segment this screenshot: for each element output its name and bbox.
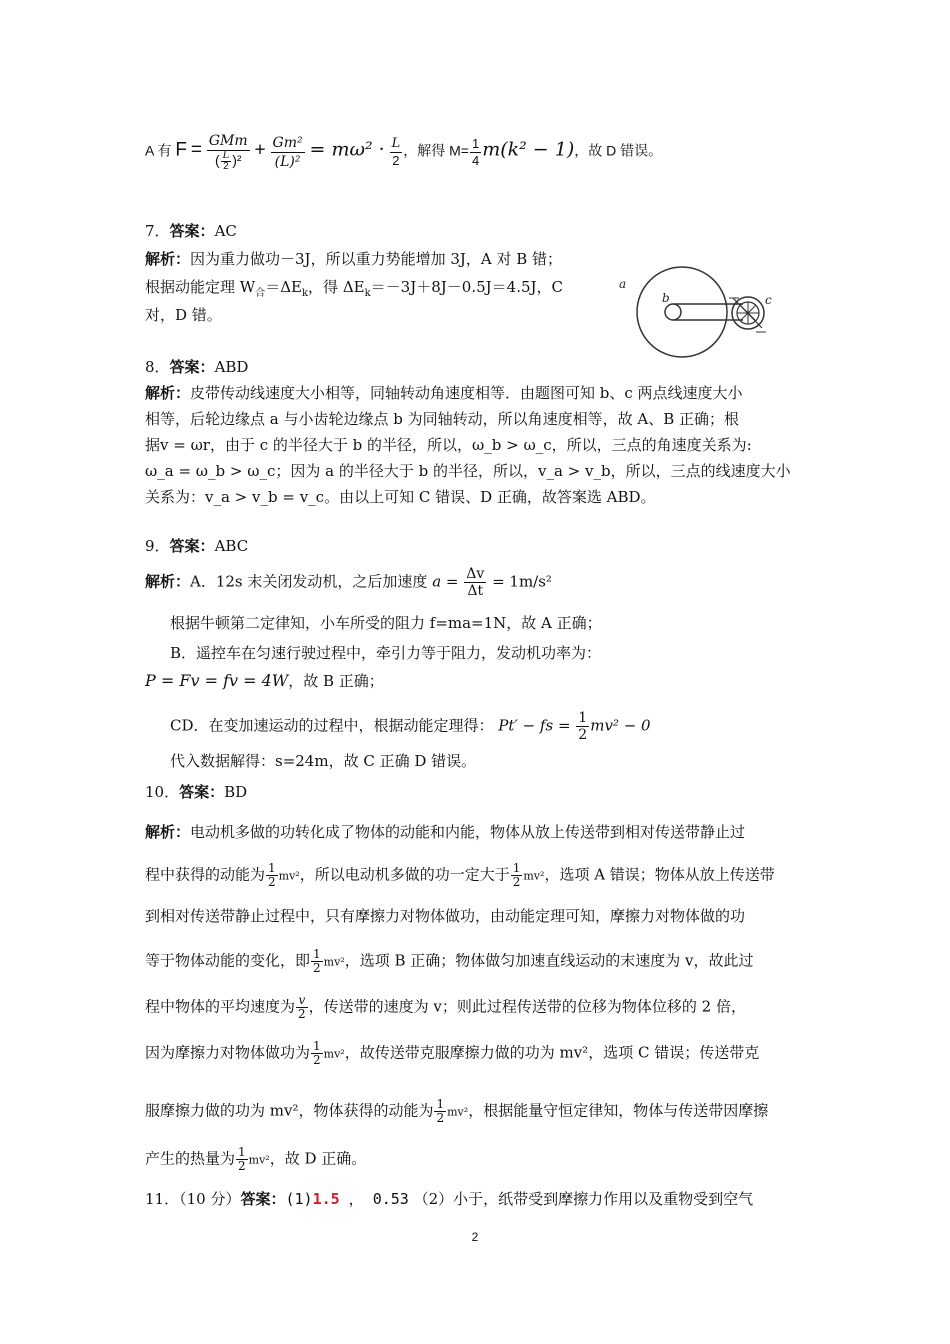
q8-analysis-5: 关系为：v_a > v_b = v_c。由以上可知 C 错误、D 正确，故答案选 ABD。 [145,488,656,506]
q9-analysis-2: 根据牛顿第二定律知，小车所受的阻力 f=ma=1N，故 A 正确； [170,614,602,632]
q9-analysis-4: P = Fv = fv = 4W，故 B 正确； [145,671,384,690]
label-b: b [662,291,670,305]
q9-analysis-6: 代入数据解得：s=24m，故 C 正确 D 错误。 [170,752,477,770]
q9-analysis-1: 解析：A．12s 末关闭发动机，之后加速度 a = $\frac{\Delta v}{\Delta t}$ = 1m/s² [145,566,552,599]
q8-analysis-3: 据v = ωr，由于 c 的半径大于 b 的半径，所以，ω_b > ω_c，所以，三点的角速度关系为: [145,436,752,454]
q8-analysis-4: ω_a = ω_b > ω_c；因为 a 的半径大于 b 的半径，所以，v_a > v_b，所以，三点的线速度大小 [145,462,791,480]
label-c: c [765,293,772,307]
label-a: a [619,277,627,291]
q9-analysis-5: CD．在变加速运动的过程中，根据动能定理得： Pt′ − fs = $\frac{1}{2}$ mv² − 0 [170,710,651,743]
page-number: 2 [471,1230,479,1244]
q10-analysis-2: 程中获得的动能为 $\frac{1}{2}$ mv²，所以电动机多做的功一定大于 $\frac{1}{2}$ mv²，选项 A 错误；物体从放上传送带 [145,861,775,889]
q10-analysis-5: 程中物体的平均速度为 $\frac{v}{2}$ ，传送带的速度为 v；则此过程传送带的位移为物体位移的 2 倍， [145,993,746,1021]
q10-analysis-6: 因为摩擦力对物体做功为 $\frac{1}{2}$ mv²，故传送带克服摩擦力做的功为 mv²，选项 C 错误；传送带克 [145,1039,760,1067]
q10-analysis-8: 产生的热量为 $\frac{1}{2}$ mv²，故 D 正确。 [145,1145,367,1173]
rear-wheel [637,267,727,357]
q9-analysis-3: B．遥控车在匀速行驶过程中，牵引力等于阻力，发动机功率为： [170,644,602,662]
small-gear [665,304,681,320]
q8-analysis-1: 解析：皮带传动线速度大小相等，同轴转动角速度相等．由题图可知 b、c 两点线速度大小 [145,384,743,402]
q10-analysis-7: 服摩擦力做的功为 mv²，物体获得的动能为 $\frac{1}{2}$ mv²，根据能量守恒定律知，物体与传送带因摩擦 [145,1097,769,1125]
q10-analysis-1: 解析：电动机多做的功转化成了物体的动能和内能，物体从放上传送带到相对传送带静止过 [145,823,746,841]
q10-answer: 10．答案：BD [145,783,248,801]
q7-analysis-2: 根据动能定理 $W_合=\Delta E_k$，得 $\Delta E_k=-3J+8J-0.5J=4.5J$，C [145,278,563,299]
gear-diagram [615,262,795,362]
q11-answer: 11．（10 分）答案：(1)1.5 ， 0.53 （2）小于，纸带受到摩擦力作用以及重物受到空气 [145,1190,754,1208]
q9-answer: 9．答案：ABC [145,537,249,555]
q10-analysis-3: 到相对传送带静止过程中，只有摩擦力对物体做功，由动能定理可知，摩擦力对物体做的功 [145,907,746,925]
q8-answer: 8．答案：ABD [145,358,249,376]
q8-analysis-2: 相等，后轮边缘点 a 与小齿轮边缘点 b 为同轴转动，所以角速度相等，故 A、B 正确；根 [145,410,740,428]
q7-answer: 7．答案：AC [145,222,237,240]
q10-analysis-4: 等于物体动能的变化，即 $\frac{1}{2}$ mv²，选项 B 正确；物体做匀加速直线运动的末速度为 v，故此过 [145,947,754,975]
q7-analysis-3: 对，D 错。 [145,306,222,324]
formula-line-a: A 有 F = GMm ( $\frac{L}{2}$ )² + $\frac{\text{Gm²}}{\text{(L)²}}$ = mω² · $\frac{L}{2}$ ，解得 M= $\frac{1}{4}$ m(k² − 1)，故 D 错误。 [145,133,663,172]
q7-analysis-1: 解析：因为重力做功－3J，所以重力势能增加 3J，A 对 B 错； [145,250,563,268]
